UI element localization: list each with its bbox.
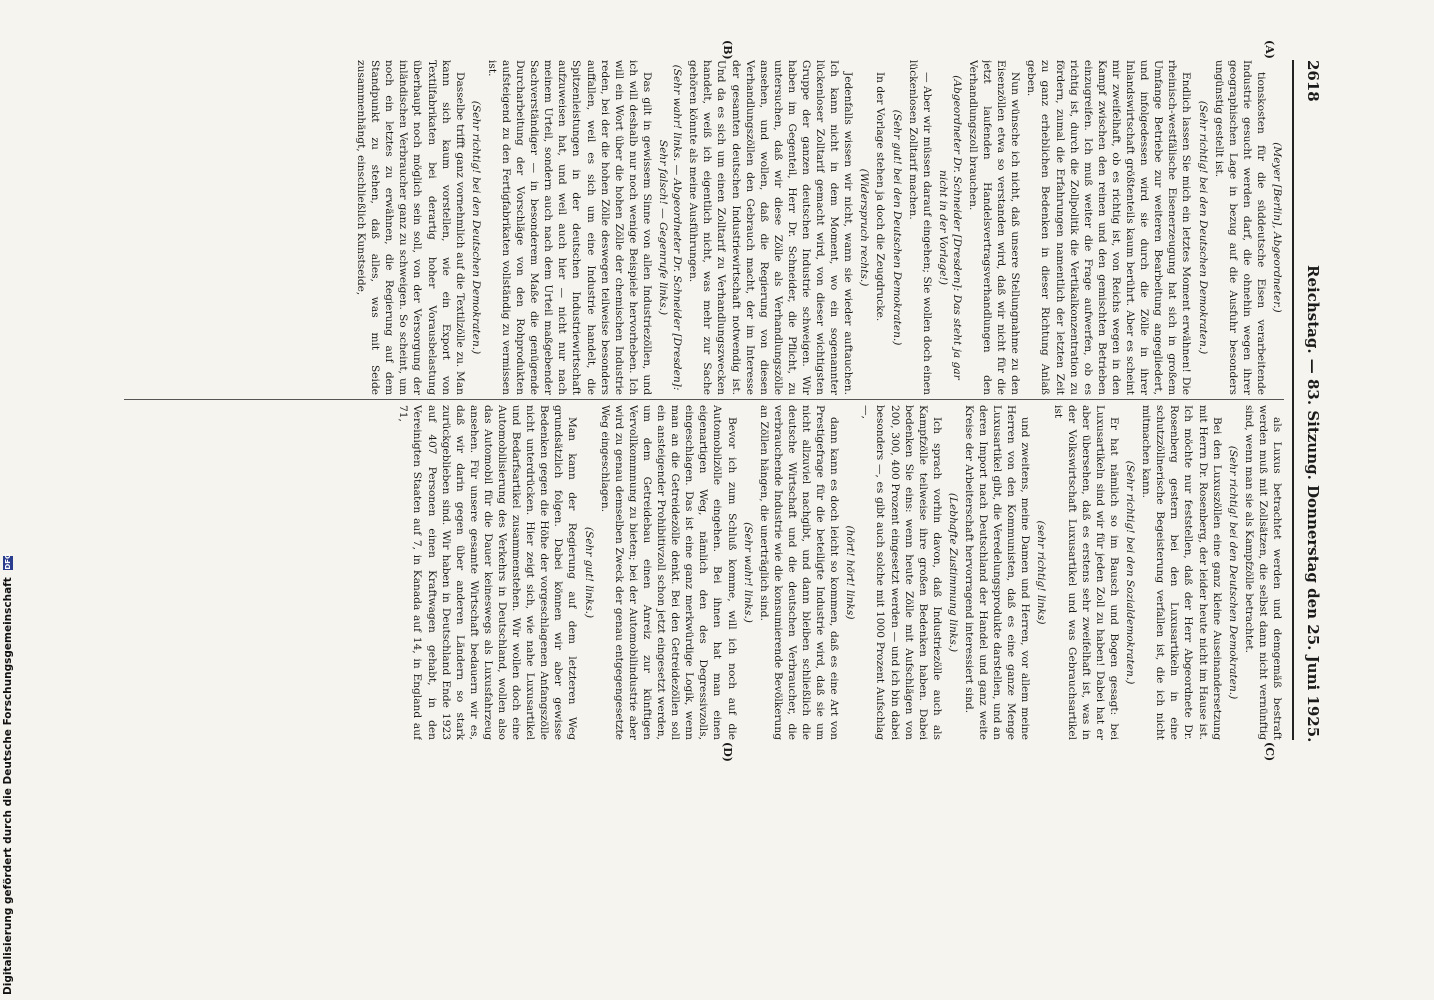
paragraph: und zweitens, meine Damen und Herren, vor allem meine Herren von den Kommunisten, daß es eine ganze Menge Luxusartikel gibt, die Veredelungsprodukte darstellen, und an deren Import nach Deutschland der Handel und ganz weite Kreise der Arbeiterschaft hervorragend interessiert sind. <box>963 405 1032 740</box>
page-title: Reichstag. — 83. Sitzung. Donnerstag den 25. Juni 1925. <box>1304 265 1322 743</box>
dfg-logo: DFG <box>4 553 12 570</box>
paragraph: dann kann es doch leicht so kommen, daß es eine Art von Prestigefrage für die beteiligte Industrie wird, daß sie um nicht allzuviel nachgibt, und dann bleiben schließlich die deutsche Wirtschaft und die deutschen Verbraucher, die verbrauchende Industrie wie die konsumierende Bevölkerung an Zöllen hängen, die unerträglich sind. <box>757 405 841 740</box>
paragraph: Ich sprach vorhin davon, daß Industriezölle auch als Kampfzölle teilweise ihre großen Bedenken haben. Dabei bedenken Sie eins: wenn heute Zölle mit Aufschlägen von 200, 300, 400 Prozent eingesetzt werden — und ich bin dabei besonders —, es gibt auch solche mit 1000 Prozent Aufschlag —, <box>860 405 943 740</box>
paragraph: (Sehr richtig! bei den Deutschen Demokraten.) <box>1196 100 1209 355</box>
paragraph: (hört! hört! links) <box>844 525 857 620</box>
margin-marker-b: (B) <box>721 40 734 60</box>
paragraph: Endlich lassen Sie mich ein letztes Moment erwähnen! Die rheinisch-westfälische Eisenerzeugung hat sich in großem Umfange Betriebe zur weiteren Bearbeitung angegliedert, und infolgedessen wird sie durch die Zölle in ihrer Inlandswirtschaft größtenteils kaum berührt. Aber es scheint mir zweifelhaft, ob es richtig ist, von Reichs wegen in den Kampf zwischen den reinen und den gemischten Betrieben einzugreifen. Ich muß weiter die Frage aufwerfen, ob es richtig ist, durch die Zollpolitik die Vertikalkonzentration zu fördern, zumal die Erfahrungen namentlich der letzten Zeit zu ganz erheblichen Bedenken in dieser Richtung Anlaß geben. <box>1025 60 1193 395</box>
header-rule <box>1292 60 1294 740</box>
paragraph: (Sehr richtig! bei den Deutschen Demokraten.) <box>469 100 482 355</box>
paragraph: (Sehr gut! links.) <box>582 526 595 619</box>
margin-marker-d: (D) <box>721 742 734 762</box>
paragraph: (Sehr wahr! links.) <box>741 522 754 623</box>
paragraph: Dasselbe trifft ganz vornehmlich auf die Textilzölle zu. Man kann sich kaum vorstellen, wie ein Export von Textilfabrikaten bei derartig hoher Vorausbelastung überhaupt noch möglich sein soll, von der Versorgung der inländischen Verbraucher ganz zu schweigen. So scheint, um noch ein letztes zu erwähnen, die Regierung auf dem Standpunkt zu stehen, daß alles, was mit Seide zusammenhängt, einschließlich Kunstseide, <box>355 60 466 395</box>
paragraph: (Sehr richtig! bei den Sozialdemokraten.) <box>1124 460 1137 685</box>
paragraph: In der Vorlage stehen ja doch die Zeugdrucke. <box>874 72 887 322</box>
paragraph: Man kann der Regierung auf dem letzteren Weg grundsätzlich folgen. Dabei können wir aber gewisse Bedenken gegen die Höhe der vorgeschlagenen Anfangszölle nicht unterdrücken. Hier zeigt sich, wie nahe Luxusartikel und Bedarfsartikel zusammenstehen. Wir wollen doch eine Automobilisierung des Verkehrs in Deutschland, wollen also das Automobil für die Dauer keineswegs als Luxusfahrzeug ansehen. Für unsere gesamte Wirtschaft bedauern wir es, daß wir darin gegen über anderen Ländern so stark zurückgeblieben sind. Wir haben in Deutschland Ende 1923 auf 407 Personen einen Kraftwagen gehabt, in den Vereinigten Staaten auf 7, in Kanada auf 14, in England auf 71, <box>397 405 579 740</box>
paragraph: (Sehr wahr! links. — Abgeordneter Dr. Schneider [Dresden]: Sehr falsch! — Gegenrufe links.) <box>657 64 684 391</box>
footer-text: Digitalisierung gefördert durch die Deutsche Forschungsgemeinschaft <box>2 577 14 995</box>
paragraph: Bei den Luxuszöllen eine ganz kleine Auseinandersetzung mit Herrn Dr. Rosenberg, der leider heute nicht im Hause ist. Ich möchte nur feststellen, daß der Herr Abgeordnete Dr. Rosenberg gestern bei den Luxusartikeln in eine schutzzöllnerische Begeisterung verfallen ist, die ich nicht mitmachen kann. <box>1140 405 1223 740</box>
paragraph: (Lebhafte Zustimmung links.) <box>946 492 959 653</box>
paragraph: Das gilt in gewissem Sinne von allen Industriezöllen, und ich will deshalb nur noch wenige Beispiele hervorheben. Ich will ein Wort über die hohen Zölle der chemischen Industrie reden, bei der die hohen Zölle deswegen teilweise besonders auffallen, weil es sich um eine Industrie handelt, die Spitzenleistungen in der deutschen Industriewirtschaft aufzuweisen hat, und weil auch hier — nicht nur nach meinem Urteil, sondern auch nach dem Urteil maßgebender Sachverständiger — in besonderem Maße die genügende Durcharbeitung der Vorschläge von den Rohprodukten aufsteigend zu den Fertigfabrikaten vollständig zu vermissen ist. <box>485 60 653 395</box>
right-column <box>124 405 1284 740</box>
paragraph: (sehr richtig! links) <box>1035 520 1048 625</box>
paragraph: Nun wünsche ich nicht, daß unsere Stellungnahme zu den Eisenzöllen etwa so verstanden wird, daß wir nicht für die jetzt laufenden Handelsvertragsverhandlungen den Verhandlungszoll brauchen. <box>967 60 1022 395</box>
paragraph: (Sehr gut! bei den Deutschen Demokraten.) <box>890 109 903 346</box>
paragraph: tionskosten für die süddeutsche Eisen verarbeitende Industrie gesucht werden darf, die ohnehin wegen ihrer geographischen Lage in bezug auf die Ausfuhr besonders ungünstig gestellt ist. <box>1212 60 1267 395</box>
margin-marker-c: (C) <box>1263 742 1276 762</box>
column-divider <box>124 399 1284 400</box>
page-header <box>1296 60 1330 743</box>
paragraph: — Aber wir müssen darauf eingehen; Sie wollen doch einen lückenlosen Zolltarif machen. <box>906 60 933 395</box>
paragraph: (Abgeordneter Dr. Schneider [Dresden]: Das steht ja gar nicht in der Vorlage!) <box>936 75 963 380</box>
paragraph: (Sehr richtig! bei den Deutschen Demokraten.) <box>1226 445 1239 700</box>
paragraph: als Luxus betrachtet werden und demgemäß bestraft werden muß mit Zollsätzen, die selbst dann nicht vernünftig sind, wenn man sie als Kampfzölle betrachtet. <box>1242 405 1283 740</box>
paragraph: Bevor ich zum Schluß komme, will ich noch auf die Automobilzölle eingehen. Bei ihnen hat man einen eigenartigen Weg, nämlich den des Degressivzolls, eingeschlagen. Das ist eine ganz merkwürdige Logik, wenn man an die Getreidezölle denkt. Bei den Getreidezöllen soll ein ansteigender Prohibitivzoll schon jetzt eingesetzt werden, um dem Getreidebau einen Anreiz zur künftigen Vervollkommnung zu bieten; bei der Automobilindustrie aber wird zu genau demselben Zweck der genau entgegengesetzte Weg eingeschlagen. <box>598 405 738 740</box>
page-number: 2618 <box>1304 60 1322 102</box>
paragraph: (Meyer [Berlin], Abgeordneter.) <box>1271 142 1283 313</box>
margin-marker-a: (A) <box>1263 40 1276 59</box>
digitization-footer <box>2 5 20 995</box>
paragraph: Jedenfalls wissen wir nicht, wann sie wieder auftauchen. Ich kann nicht in dem Moment, wo ein sogenannter lückenloser Zolltarif gemacht wird, von dieser wichtigsten Gruppe der ganzen deutschen Industrie schweigen. Wir haben im Gegenteil, Herr Dr. Schneider, die Pflicht, zu untersuchen, daß wir diese Zölle als Verhandlungszölle ansehen, und wollen, daß die Regierung von diesen Verhandlungszöllen den Gebrauch macht, der im Interesse der gesamten deutschen Industriewirtschaft notwendig ist. Und da es sich um einen Zolltarif zu Verhandlungszwecken handelt, weiß ich eigentlich nicht, was mehr zur Sache gehören könnte als meine Ausführungen. <box>687 60 855 395</box>
paragraph: (Widerspruch rechts.) <box>858 168 871 287</box>
paragraph: Er hat nämlich so im Bausch und Bogen gesagt: bei Luxusartikeln sind wir für jeden Zoll zu haben! Dabei hat er aber übersehen, daß es erstens sehr zweifelhaft ist, was in der Volkswirtschaft Luxusartikel und was Gebrauchsartikel ist <box>1051 405 1120 740</box>
left-column <box>124 60 1284 395</box>
